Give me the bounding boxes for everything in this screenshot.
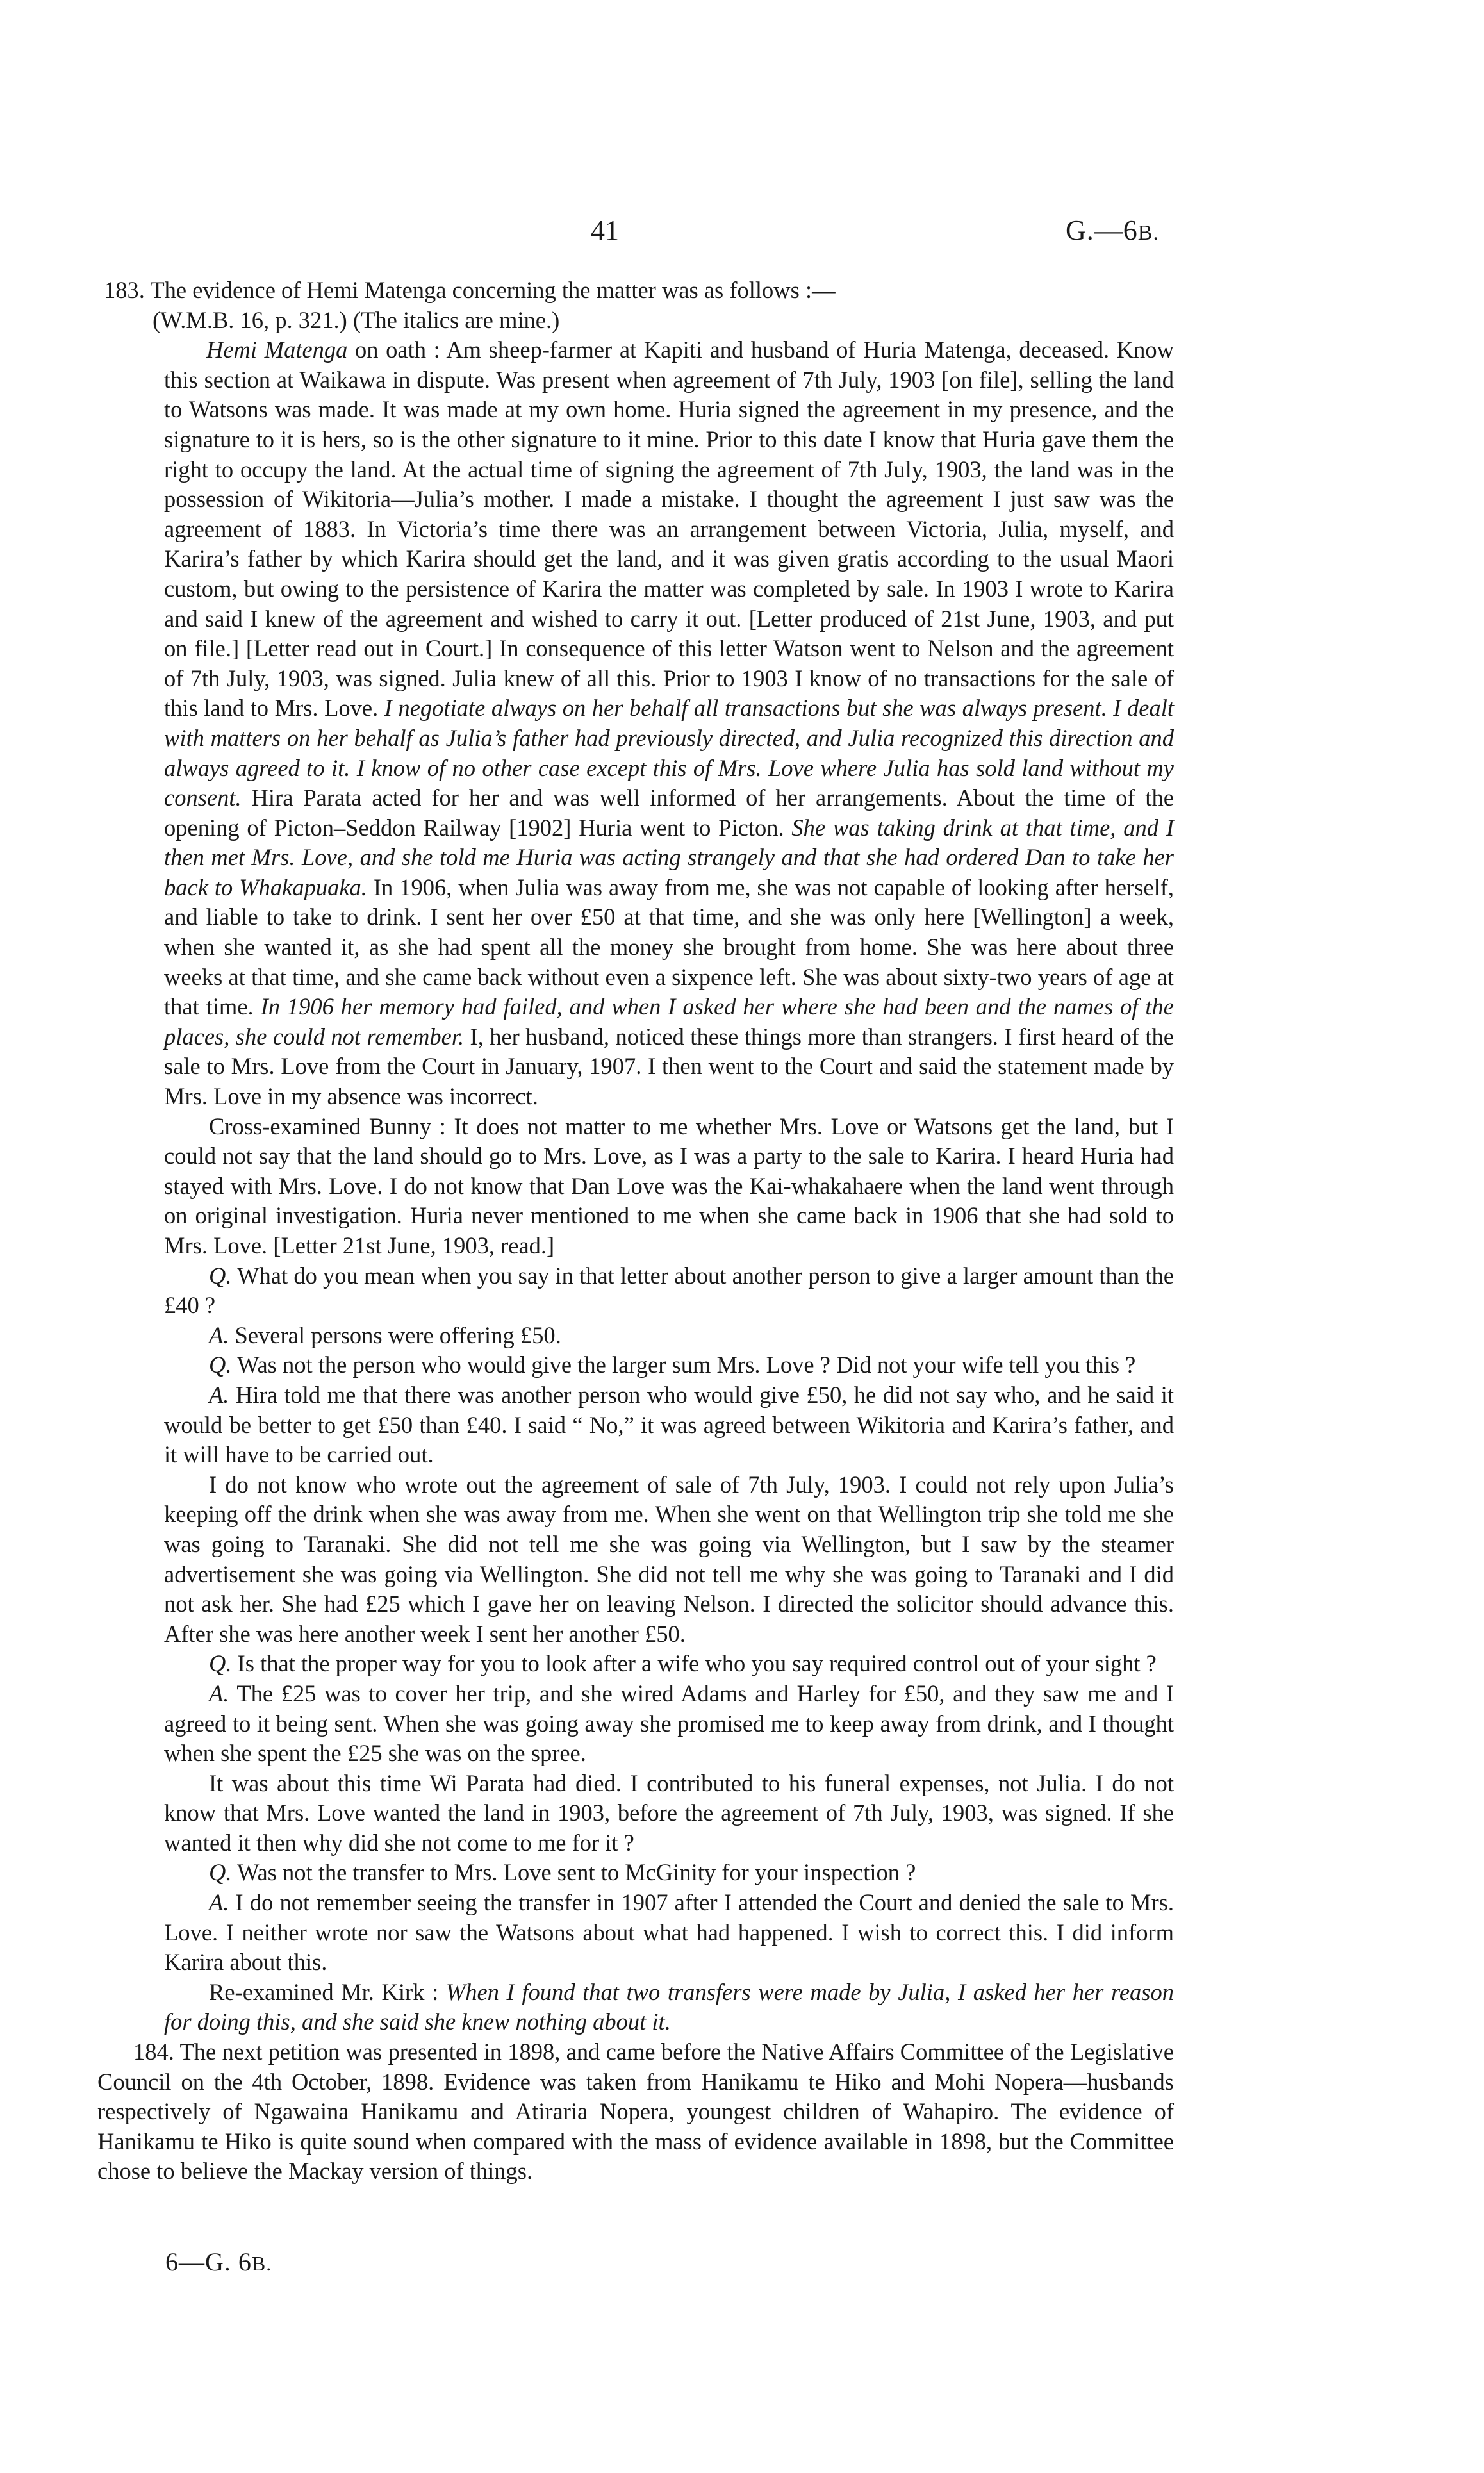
paragraph-hemi-evidence [97, 335, 1174, 1111]
re-examination-text: Re-examined Mr. Kirk : [209, 1978, 446, 2005]
answer-4 [97, 1888, 1174, 1978]
question-label: Q. [209, 1859, 232, 1886]
paragraph-agreement: I do not know who wrote out the agreement of sale of 7th July, 1903. I could not rely upon Julia’s keeping off the drink when she was away from me. When she went on that Wellington trip she told me she was going to Taranaki. She did not tell me she was going via Wellington, but I saw by the steamer advertisement she was going via Wellington. She did not tell me why she was going to Taranaki and I did not ask her. She had £25 which I gave her on leaving Nelson. I directed the solicitor should advance this. After she was here another week I sent her another £50. [164, 1471, 1174, 1647]
question-label: Q. [209, 1262, 232, 1289]
question-label: Q. [209, 1352, 232, 1378]
paragraph-wi-parata: It was about this time Wi Parata had died. I contributed to his funeral expenses, not Julia. I do not know that Mrs. Love wanted the land in 1903, before the agreement of 7th July, 1903, was signed. If she wanted it then why did she not come to me for it ? [164, 1769, 1174, 1856]
paragraph-184: 184. The next petition was presented in 1898, and came before the Native Affairs Committee of the Legislative Council on the 4th October, 1898. Evidence was taken from Hanikamu te Hiko and Mohi Nopera—husbands respectively of Ngawaina Hanikamu and Atiraria Nopera, youngest children of Wahapiro. The evidence of Hanikamu te Hiko is quite sound when compared with the mass of evidence available in 1898, but the Committee chose to believe the Mackay version of things. [97, 2039, 1174, 2185]
question-label: Q. [209, 1650, 232, 1677]
question-text: Was not the transfer to Mrs. Love sent to McGinity for your inspection ? [231, 1859, 916, 1886]
evidence-italic-3: In 1906 her memory had failed, and when I asked her where she had been and the names of the places, she could not remember. [164, 993, 1174, 1050]
answer-1 [97, 1321, 1174, 1351]
evidence-text-1: on oath : Am sheep-farmer at Kapiti and husband of Huria Matenga, deceased. Know this section at Waikawa in dispute. Was present when agreement of 7th July, 1903 [on file], selling the land to Watsons was made. It was made at my own home. Huria signed the agreement in my presence, and the signature to it is hers, so is the other signature to it mine. Prior to this date I know that Huria gave them the right to occupy the land. At the actual time of signing the agreement of 7th July, 1903, the land was in the possession of Wikitoria—Julia’s mother. I made a mistake. I thought the agreement I just saw was the agreement of 1883. In Victoria’s time there was an arrangement between Victoria, Julia, myself, and Karira’s father by which Karira should get the land, and it was given gratis according to the usual Maori custom, but owing to the persistence of Karira the matter was completed by sale. In 1903 I wrote to Karira and said I knew of the agreement and wished to carry it out. [Letter produced of 21st June, 1903, and put on file.] [Letter read out in Court.] In consequence of this letter Watson went to Nelson and the agreement of 7th July, 1903, was signed. Julia knew of all this. Prior to 1903 I know of no transactions for the sale of this land to Mrs. Love. [164, 336, 1174, 722]
question-2 [97, 1350, 1174, 1380]
paragraph-183-intro: 183. The evidence of Hemi Matenga concerning the matter was as follows :— [104, 277, 836, 303]
answer-label: A. [209, 1321, 229, 1348]
answer-text: Hira told me that there was another person who would give £50, he did not say who, and he said it would be better to get £50 than £40. I said “ No,” it was agreed between Wikitoria and Karira’s father, and it will have to be carried out. [164, 1381, 1174, 1468]
witness-name: Hemi Matenga [206, 336, 348, 363]
paragraph-cross-examination: Cross-examined Bunny : It does not matter to me whether Mrs. Love or Watsons get the land, but I could not say that the land should go to Mrs. Love, as I was a party to the sale to Karira. I heard Huria had stayed with Mrs. Love. I do not know that Dan Love was the Kai-whakahaere when the land went through on original investigation. Huria never mentioned to me when she came back in 1906 that she had sold to Mrs. Love. [Letter 21st June, 1903, read.] [164, 1112, 1174, 1259]
answer-label: A. [209, 1680, 229, 1707]
footer-signature-main: 6—G. 6 [165, 2247, 252, 2276]
evidence-text-2: Hira Parata acted for her and was well informed of her arrangements. About the time of the opening of Picton–Seddon Railway [1902] Huria went to Picton. [164, 784, 1174, 841]
paragraph-re-examination [97, 1978, 1174, 2037]
answer-text: Several persons were offering £50. [229, 1321, 561, 1348]
page-number: 41 [591, 215, 619, 246]
document-reference [1066, 214, 1159, 247]
evidence-text-3: In 1906, when Julia was away from me, she was not capable of looking after herself, and liable to take to drink. I sent her over £50 at that time, and she was only here [Wellington] a week, when she wanted it, as she had spent all the money she brought from home. She was here about three weeks at that time, and she came back without even a sixpence left. She was about sixty-two years of age at that time. [164, 873, 1174, 1020]
evidence-text-4: I, her husband, noticed these things more than strangers. I first heard of the sale to Mrs. Love from the Court in January, 1907. I then went to the Court and said the statement made by Mrs. Love in my absence was incorrect. [164, 1023, 1174, 1110]
answer-3 [97, 1679, 1174, 1769]
evidence-italic-1: I negotiate always on her behalf all transactions but she was always present. I dealt with matters on her behalf as Julia’s father had previously directed, and Julia recognized this direction and always agreed to it. I know of no other case except this of Mrs. Love where Julia has sold land without my consent. [164, 695, 1174, 811]
footer-signature-suffix: B. [251, 2252, 272, 2275]
document-reference-main: G.—6 [1066, 215, 1138, 246]
page-footer-signature [165, 2247, 272, 2277]
re-examination-italic: When I found that two transfers were made by Julia, I asked her her reason for doing this, and she said she knew nothing about it. [164, 1978, 1174, 2035]
document-reference-suffix: B. [1137, 221, 1159, 245]
answer-label: A. [209, 1381, 229, 1408]
page-header [0, 214, 1484, 252]
answer-text: The £25 was to cover her trip, and she wired Adams and Harley for £50, and they saw me and I agreed to it being sent. When she was going away she promised me to keep away from drink, and I thought when she spent the £25 she was on the spree. [164, 1680, 1174, 1767]
question-text: What do you mean when you say in that letter about another person to give a larger amount than the £40 ? [164, 1262, 1174, 1319]
document-body [97, 276, 1174, 2187]
question-3 [97, 1649, 1174, 1679]
answer-2 [97, 1380, 1174, 1470]
answer-text: I do not remember seeing the transfer in 1907 after I attended the Court and denied the sale to Mrs. Love. I neither wrote nor saw the Watsons about what had happened. I wish to correct this. I did inform Karira about this. [164, 1889, 1174, 1976]
answer-label: A. [209, 1889, 229, 1916]
question-4 [97, 1858, 1174, 1888]
question-text: Is that the proper way for you to look after a wife who you say required control out of your sight ? [231, 1650, 1157, 1677]
evidence-italic-2: She was taking drink at that time, and I then met Mrs. Love, and she told me Huria was acting strangely and that she had ordered Dan to take her back to Whakapuaka. [164, 814, 1174, 900]
question-text: Was not the person who would give the larger sum Mrs. Love ? Did not your wife tell you this ? [231, 1352, 1136, 1378]
paragraph-183-reference: (W.M.B. 16, p. 321.) (The italics are mine.) [153, 306, 560, 333]
question-1 [97, 1261, 1174, 1321]
